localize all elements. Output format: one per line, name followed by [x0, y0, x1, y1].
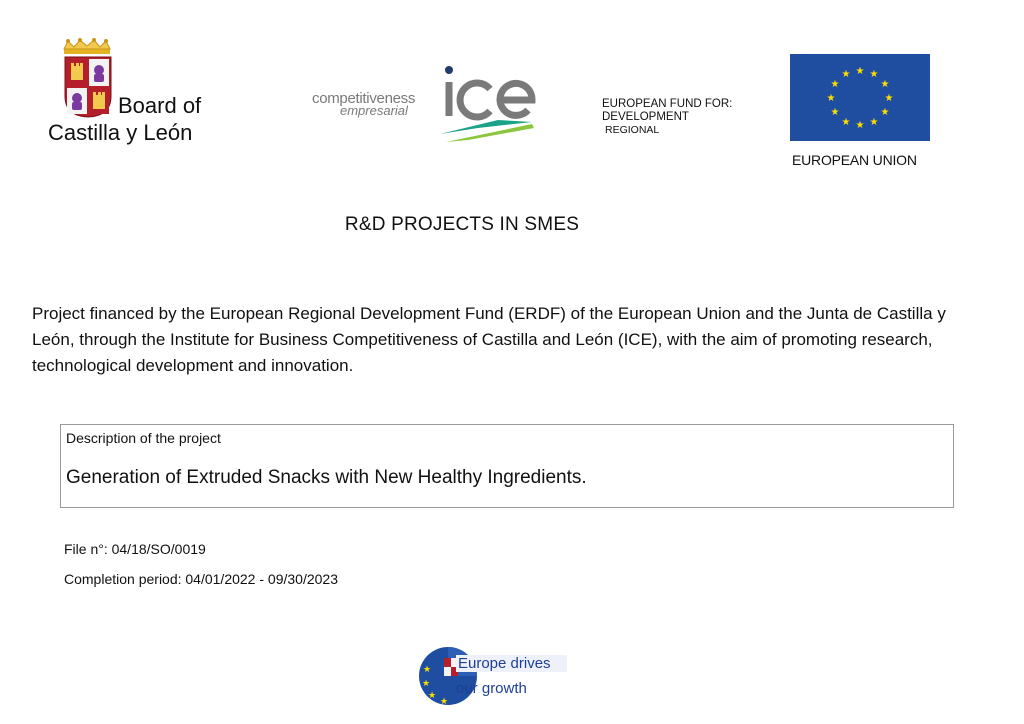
- logo-text-board-of: Board of: [118, 93, 202, 118]
- eu-stars-icon: [790, 54, 930, 141]
- coat-of-arms-icon: [64, 56, 112, 118]
- page-title-text: R&D PROJECTS IN SMES: [344, 214, 580, 235]
- logo-ice-word2: empresarial: [340, 103, 408, 118]
- svg-text:★: ★: [880, 107, 890, 118]
- erdf-line-3: REGIONAL: [605, 124, 660, 136]
- eu-caption: EUROPEAN UNION: [792, 152, 917, 168]
- svg-text:★: ★: [830, 107, 840, 118]
- svg-text:★: ★: [869, 69, 879, 80]
- svg-text:★: ★: [855, 66, 865, 77]
- svg-text:★: ★: [841, 69, 851, 80]
- europe-drives-badge: [418, 646, 618, 706]
- svg-text:★: ★: [830, 79, 840, 90]
- svg-text:★: ★: [880, 79, 890, 90]
- svg-text:★: ★: [439, 697, 449, 706]
- erdf-line-2: DEVELOPMENT: [602, 111, 689, 123]
- intro-paragraph: Project financed by the European Regional Development Fund (ERDF) of the European Union and the Junta de Castilla y León, through the Institute for Business Competitiveness of Castilla and León (ICE), with the aim of promoting research, technological development and innovation.: [32, 304, 946, 375]
- svg-text:★: ★: [884, 93, 894, 104]
- badge-line-1: Europe drives: [456, 655, 567, 672]
- svg-text:★: ★: [421, 679, 431, 689]
- completion-period: Completion period: 04/01/2022 - 09/30/2023: [64, 571, 338, 587]
- svg-text:★: ★: [841, 117, 851, 128]
- project-description-label: Description of the project: [66, 430, 221, 446]
- file-number: File n°: 04/18/SO/0019: [64, 541, 206, 557]
- project-description-text: Generation of Extruded Snacks with New Healthy Ingredients.: [66, 467, 587, 488]
- svg-text:★: ★: [427, 691, 437, 701]
- page-title: [0, 214, 1024, 236]
- logo-text-castilla-y-leon: Castilla y León: [48, 120, 193, 145]
- logo-castilla-y-leon: [48, 38, 248, 148]
- erdf-label: [602, 98, 782, 137]
- svg-text:★: ★: [422, 665, 432, 675]
- eu-flag: [790, 54, 930, 141]
- svg-text:★: ★: [826, 93, 836, 104]
- svg-text:★: ★: [869, 117, 879, 128]
- logo-ice-word: competitiveness: [312, 90, 416, 107]
- erdf-line-1: EUROPEAN FUND FOR:: [602, 98, 733, 110]
- svg-text:★: ★: [855, 120, 865, 131]
- crown-icon: [62, 38, 112, 56]
- project-description-box: [60, 424, 954, 508]
- logo-ice: [312, 62, 542, 152]
- ice-brand-icon: [438, 62, 538, 144]
- badge-line-2: our growth: [456, 680, 527, 697]
